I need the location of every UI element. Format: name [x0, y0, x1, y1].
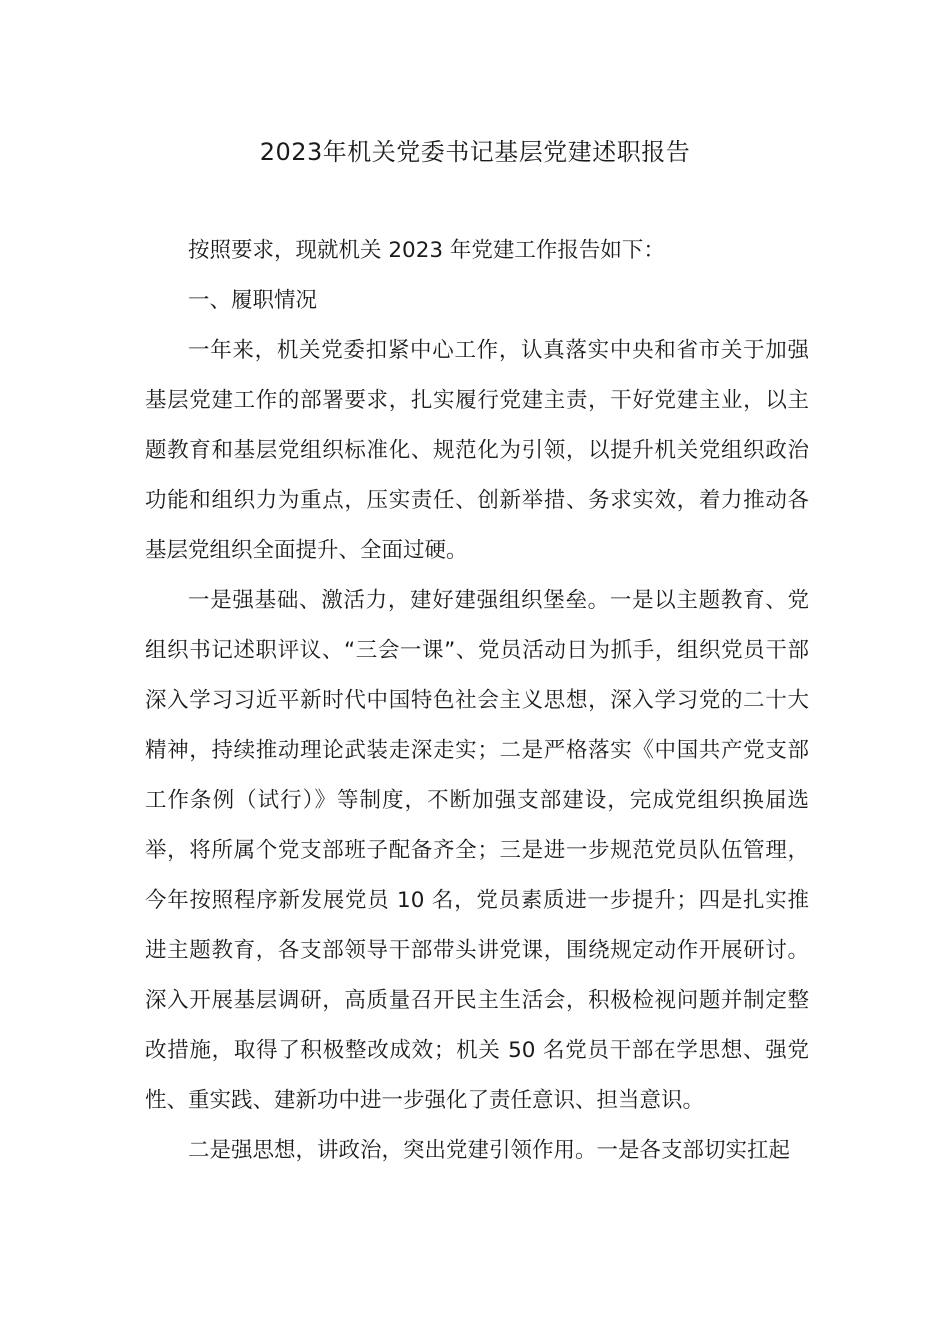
section-heading: 一、履职情况: [188, 288, 318, 313]
paragraph-point-one: 一是强基础、激活力，建好建强组织堡垒。一是以主题教育、党组织书记述职评议、“三会一课”、党员活动日为抓手，组织党员干部深入学习习近平新时代中国特色社会主义思想，深入学习党的二十大精神，持续推动理论武装走深走实；二是严格落实《中国共产党支部工作条例（试行）》等制度，不断加强支部建设，完成党组织换届选举，将所属个党支部班子配备齐全；三是进一步规范党员队伍管理，今年按照程序新发展党员 10 名，党员素质进一步提升；四是扎实推进主题教育，各支部领导干部带头讲党课，围绕规定动作开展研讨。深入开展基层调研，高质量召开民主生活会，积极检视问题并制定整改措施，取得了积极整改成效；机关 50 名党员干部在学思想、强党性、重实践、建新功中进一步强化了责任意识、担当意识。: [145, 588, 809, 1113]
paragraph-point-two: 二是强思想，讲政治，突出党建引领作用。一是各支部切实扛起: [188, 1138, 791, 1163]
paragraph-intro: 按照要求，现就机关 2023 年党建工作报告如下：: [188, 238, 665, 263]
document-title: 2023年机关党委书记基层党建述职报告: [259, 138, 691, 166]
document-body: [145, 226, 809, 1176]
paragraph-overview: 一年来，机关党委扣紧中心工作，认真落实中央和省市关于加强基层党建工作的部署要求，扎实履行党建主责，干好党建主业，以主题教育和基层党组织标准化、规范化为引领，以提升机关党组织政治功能和组织力为重点，压实责任、创新举措、务求实效，着力推动各基层党组织全面提升、全面过硬。: [145, 338, 809, 563]
